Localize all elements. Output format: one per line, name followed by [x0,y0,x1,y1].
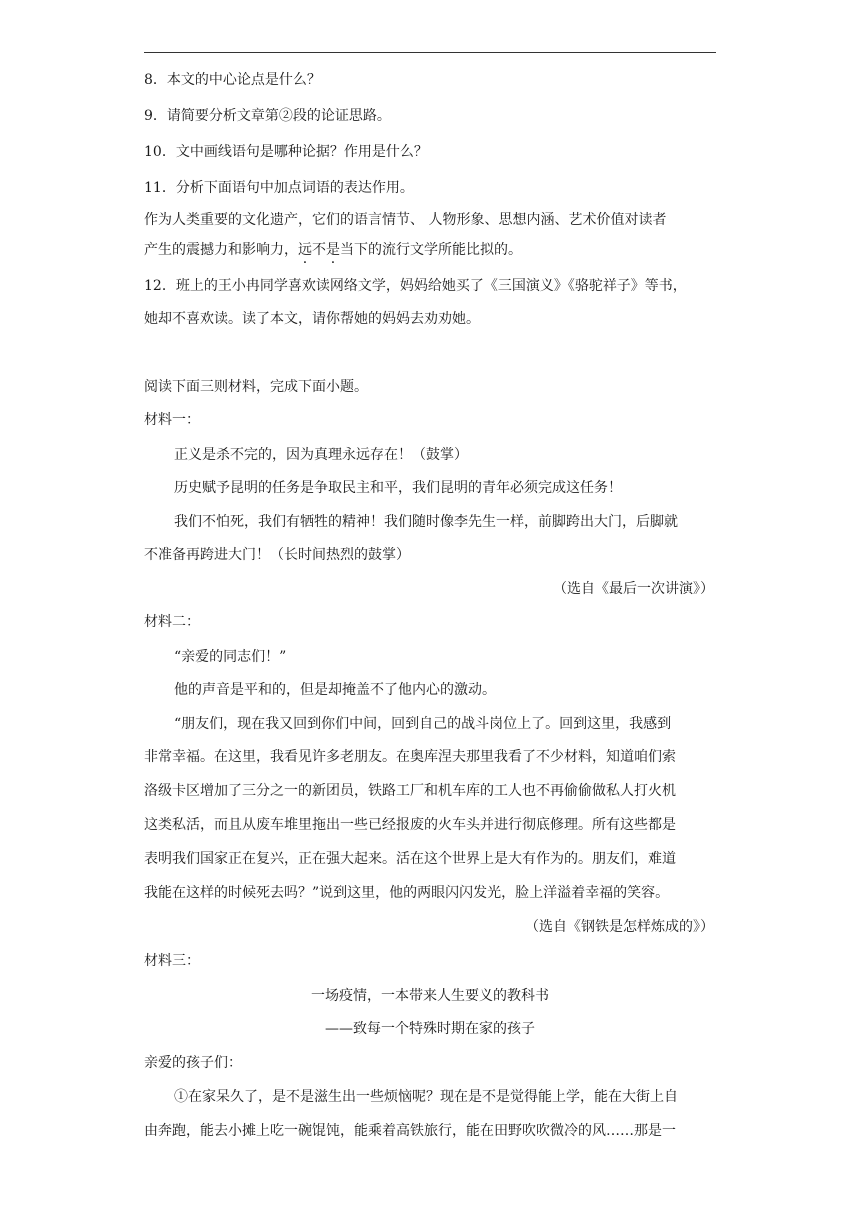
dotted-word-1: 远 [298,242,312,258]
material-2-paragraph-3-line-1: “朋友们，现在我又回到你们中间，回到自己的战斗岗位上了。回到这里，我感到 [174,716,672,732]
material-2-source: （选自《钢铁是怎样炼成的》） [525,919,714,935]
material-1-paragraph-3-line-1: 我们不怕死，我们有牺牲的精神！我们随时像李先生一样，前脚跨出大门，后脚就 [174,514,678,530]
question-8: 8．本文的中心论点是什么？ [144,72,321,88]
material-3-greeting: 亲爱的孩子们： [144,1055,242,1071]
material-1-paragraph-3-line-2: 不准备再跨进大门！（长时间热烈的鼓掌） [144,547,410,563]
material-2-paragraph-3-line-6: 我能在这样的时候死去吗？”说到这里，他的两眼闪闪发光，脸上洋溢着幸福的笑容。 [144,885,670,901]
question-11: 11．分析下面语句中加点词语的表达作用。 [144,180,414,196]
material-2-label: 材料二： [144,614,200,630]
material-3-paragraph-1-line-1: ①在家呆久了，是不是滋生出一些烦恼呢？现在是不是觉得能上学，能在大街上自 [174,1089,678,1105]
material-1-paragraph-1: 正义是杀不完的，因为真理永远存在！（鼓掌） [174,447,468,463]
material-2-paragraph-1: “亲爱的同志们！” [174,649,287,665]
question-12-line-2: 她却不喜欢读。读了本文，请你帮她的妈妈去劝劝她。 [144,311,480,327]
material-2-paragraph-2: 他的声音是平和的，但是却掩盖不了他内心的激动。 [174,682,496,698]
question-11-sentence-line-1: 作为人类重要的文化遗产，它们的语言情节、 人物形象、思想内涵、艺术价值对读者 [144,212,667,228]
question-11-sentence-line-2: 产生的震撼力和影响力，远不是当下的流行文学所能比拟的。 [144,242,522,258]
material-2-paragraph-3-line-2: 非常幸福。在这里，我看见许多老朋友。在奥库涅夫那里我看了不少材料，知道咱们索 [144,749,676,765]
dotted-word-2: 是 [326,242,340,258]
question-12-line-1: 12．班上的王小冉同学喜欢读网络文学，妈妈给她买了《三国演义》《骆驼祥子》等书， [144,278,687,294]
reading-intro: 阅读下面三则材料，完成下面小题。 [144,379,368,395]
material-2-paragraph-3-line-3: 洛级卡区增加了三分之一的新团员，铁路工厂和机车库的工人也不再偷偷做私人打火机 [144,783,676,799]
material-1-label: 材料一： [144,412,200,428]
material-3-paragraph-1-line-2: 由奔跑，能去小摊上吃一碗馄饨，能乘着高铁旅行，能在田野吹吹微冷的风……那是一 [144,1123,676,1139]
question-9: 9．请简要分析文章第②段的论证思路。 [144,108,391,124]
header-rule [144,52,716,53]
material-1-source: （选自《最后一次讲演》） [553,581,714,597]
material-3-title: 一场疫情，一本带来人生要义的教科书 [311,988,549,1004]
material-2-paragraph-3-line-5: 表明我们国家正在复兴，正在强大起来。活在这个世界上是大有作为的。朋友们，难道 [144,851,676,867]
question-10: 10．文中画线语句是哪种论据？作用是什么？ [144,144,428,160]
material-1-paragraph-2: 历史赋予昆明的任务是争取民主和平，我们昆明的青年必须完成这任务！ [174,480,622,496]
material-3-subtitle: ——致每一个特殊时期在家的孩子 [325,1021,535,1037]
material-2-paragraph-3-line-4: 这类私活，而且从废车堆里拖出一些已经报废的火车头并进行彻底修理。所有这些都是 [144,817,676,833]
material-3-label: 材料三： [144,953,200,969]
